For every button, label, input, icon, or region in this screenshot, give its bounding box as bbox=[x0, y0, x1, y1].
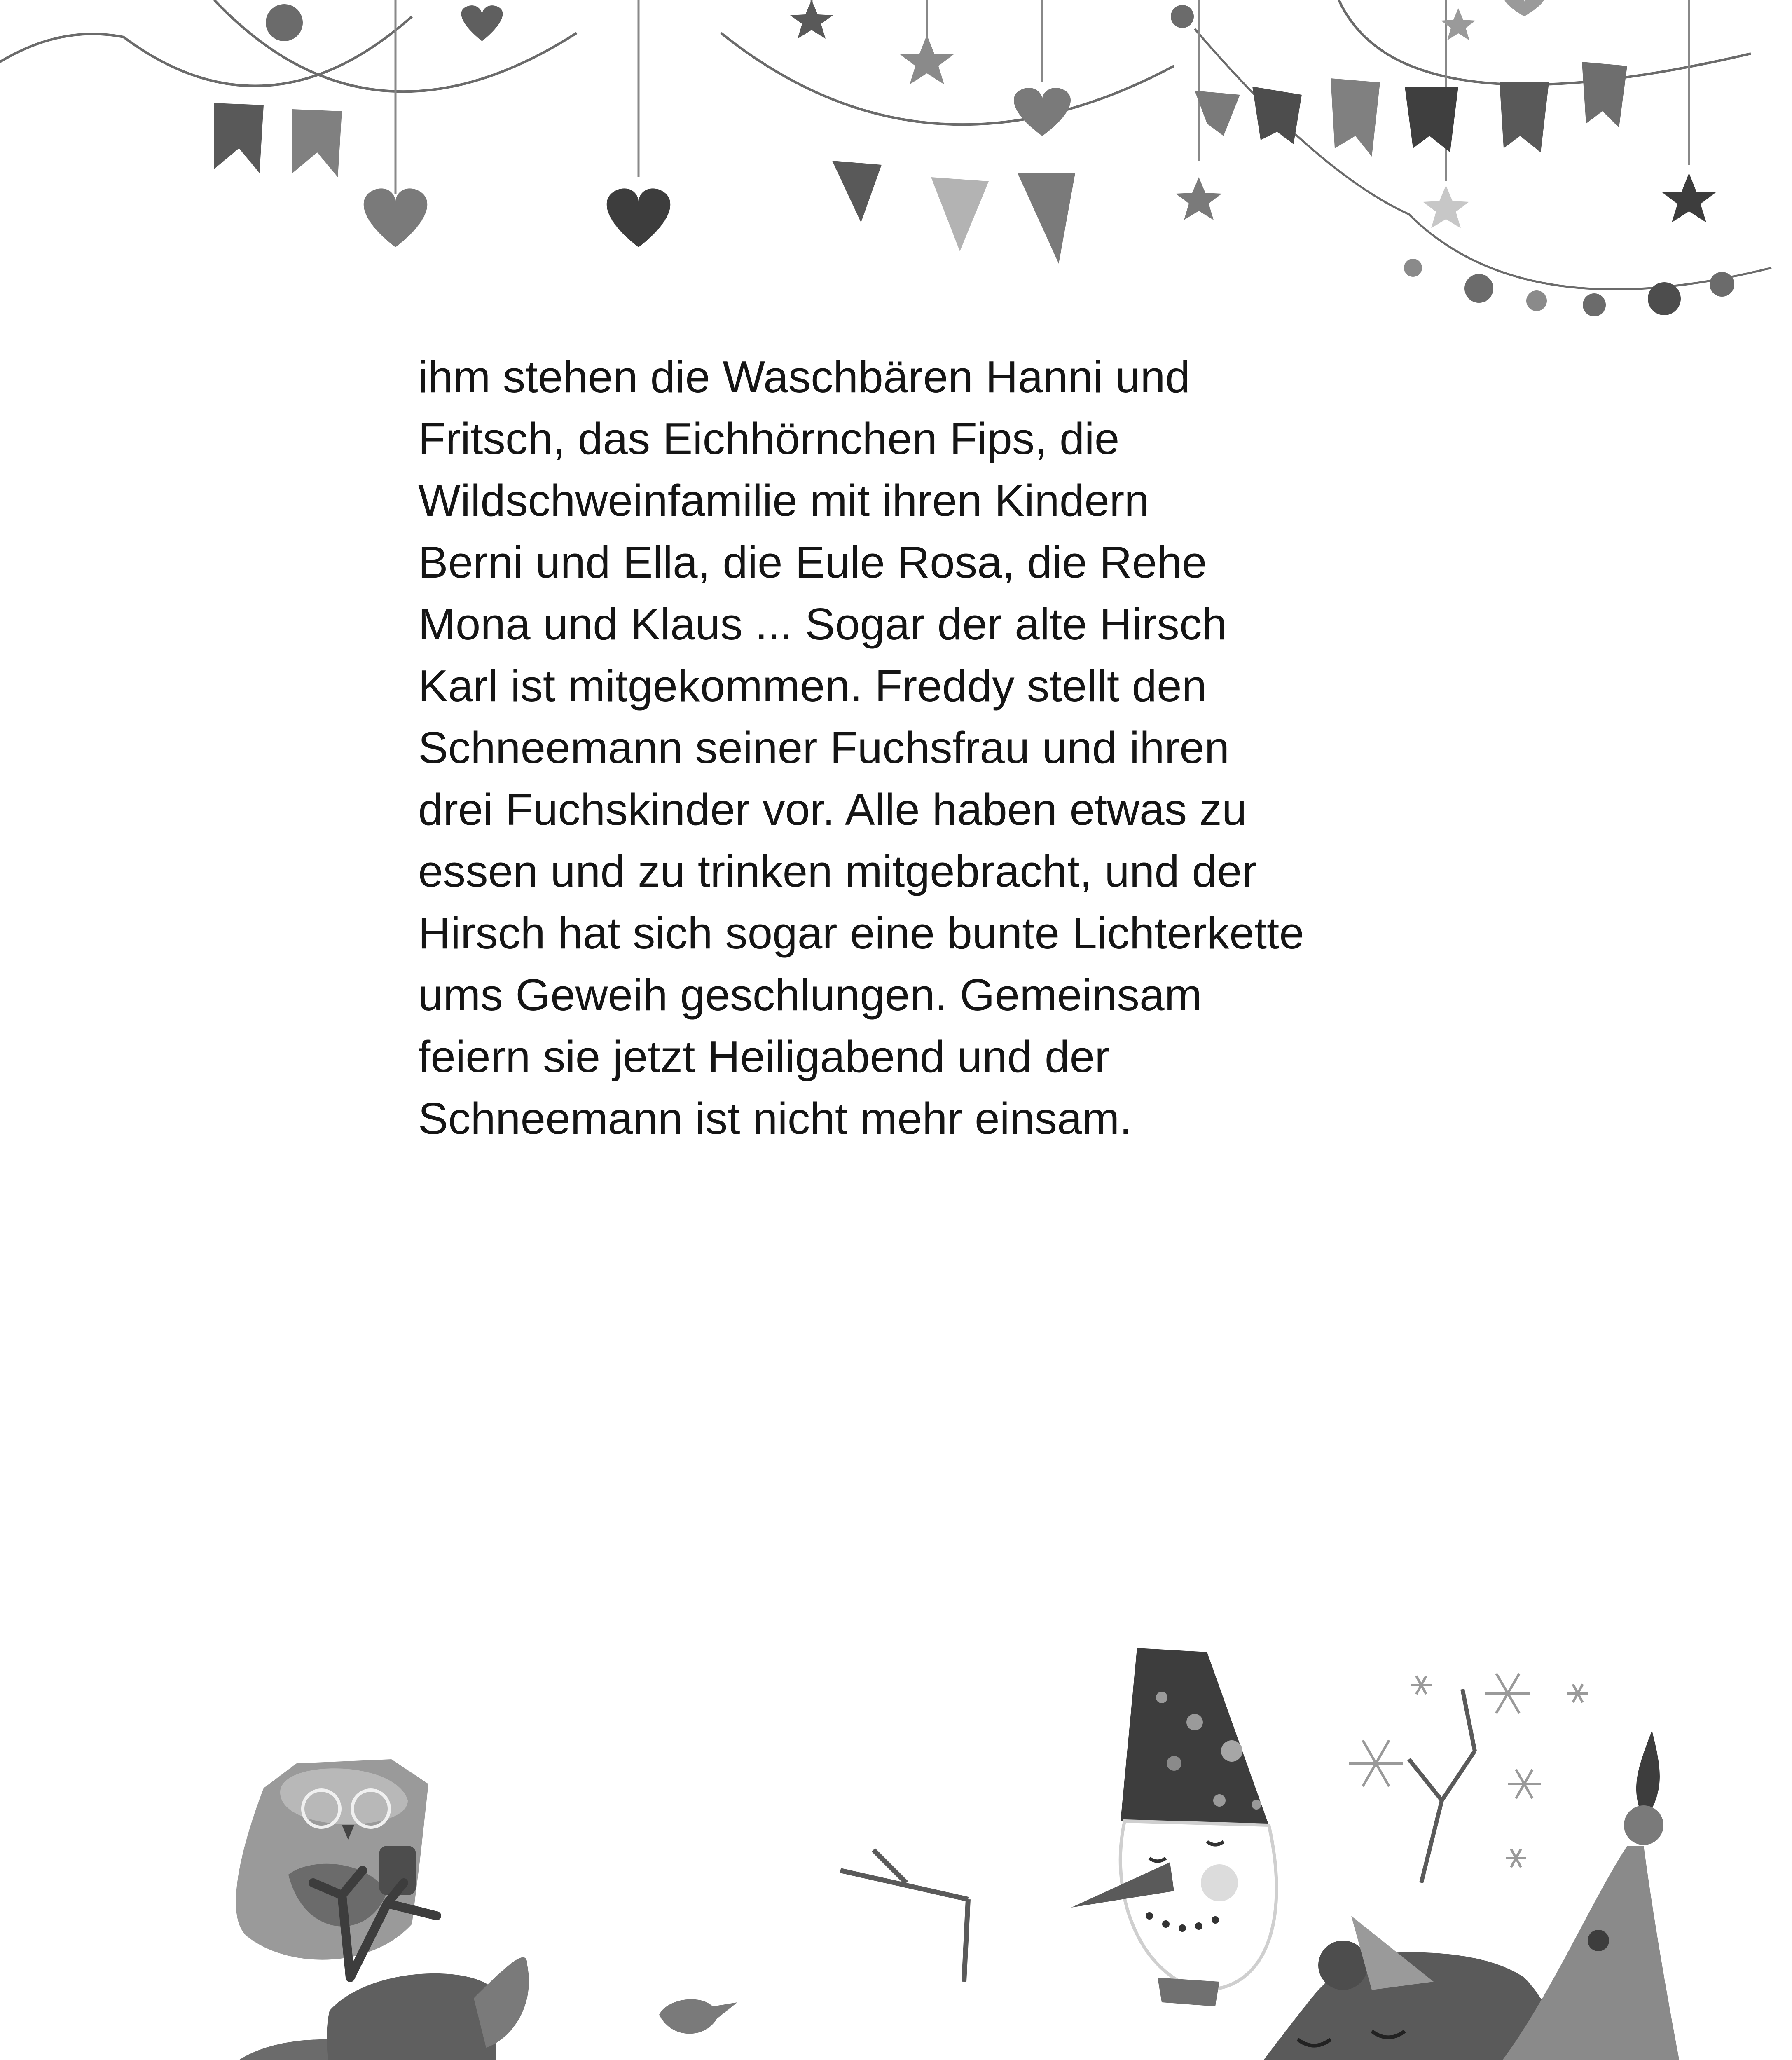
heart-icon bbox=[364, 188, 428, 247]
owl-icon bbox=[236, 1759, 428, 1960]
story-line: Hirsch hat sich sogar eine bunte Lichterkette bbox=[418, 908, 1304, 958]
story-line: ihm stehen die Waschbären Hanni und bbox=[418, 352, 1191, 402]
story-line: feiern sie jetzt Heiligabend und der bbox=[418, 1032, 1110, 1082]
story-line: ums Geweih geschlungen. Gemeinsam bbox=[418, 970, 1202, 1020]
story-line: Fritsch, das Eichhörnchen Fips, die bbox=[418, 414, 1120, 464]
story-text bbox=[418, 346, 1489, 1149]
heart-icon bbox=[1504, 0, 1544, 16]
story-line: Mona und Klaus ... Sogar der alte Hirsch bbox=[418, 599, 1227, 649]
story-line: Karl ist mitgekommen. Freddy stellt den bbox=[418, 661, 1207, 711]
heart-icon bbox=[607, 188, 671, 247]
story-line: Schneemann ist nicht mehr einsam. bbox=[418, 1093, 1132, 1144]
story-line: Wildschweinfamilie mit ihren Kindern bbox=[418, 475, 1149, 526]
animal-party-illustration bbox=[0, 1627, 1792, 2060]
star-icon bbox=[790, 0, 1716, 228]
bunting-flag-icon bbox=[832, 161, 1075, 264]
heart-icon bbox=[1014, 88, 1071, 136]
bunting-flag-icon bbox=[1195, 62, 1627, 157]
snowman-icon bbox=[840, 1648, 1277, 2060]
snowflake-icon bbox=[1349, 1674, 1588, 1867]
story-line: essen und zu trinken mitgebracht, und der bbox=[418, 846, 1257, 897]
dot-garland-icon bbox=[266, 4, 1734, 316]
heart-icon bbox=[461, 5, 503, 41]
story-line: Schneemann seiner Fuchsfrau und ihren bbox=[418, 723, 1230, 773]
story-line: Berni und Ella, die Eule Rosa, die Rehe bbox=[418, 537, 1207, 588]
bird-icon bbox=[577, 1999, 737, 2060]
bunting-flag-icon bbox=[214, 103, 342, 177]
story-line: drei Fuchskinder vor. Alle haben etwas zu bbox=[418, 784, 1247, 835]
top-garland-decoration bbox=[0, 0, 1792, 330]
